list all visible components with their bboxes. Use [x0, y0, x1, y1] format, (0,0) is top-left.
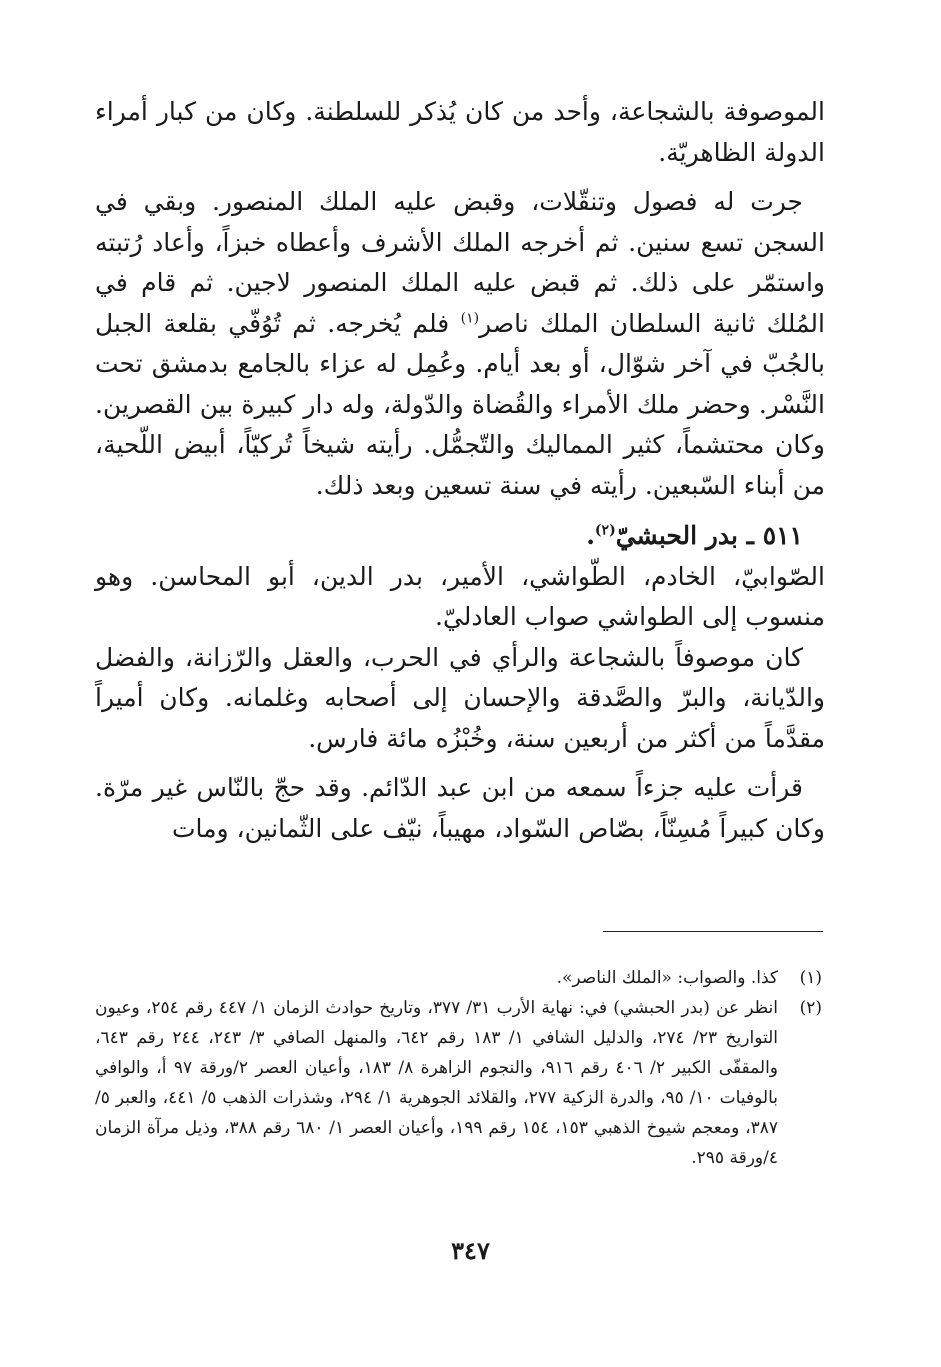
paragraph-3 — [95, 557, 825, 638]
footnote-text: كذا. والصواب: «الملك الناصر». — [556, 968, 778, 988]
footnote-line: الجوهرية ١/ ٢٩٤، وشذرات الذهب ٥/ ٤٤١، والعبر ٥/ ٣٨٧، ومعجم شيوخ الذهبي — [95, 1088, 778, 1138]
footnote-line: ٣/ ٢٤٣، ٢٤٤ رقم ٦٤٣، والمقفّى الكبير ٢/ ٤٠٦ رقم ٩١٦، والنجوم الزاهرة ٨/ ١٨٣، — [95, 1028, 779, 1078]
text-line: الدولة الظاهريّة. — [658, 137, 825, 167]
text-line: والدّيانة، والبرّ والصَّدقة والإحسان إلى أصحابه وغلمانه. وكان أميراً مقدَّماً — [95, 683, 825, 753]
paragraph-2 — [95, 182, 825, 506]
text-line: كان موصوفاً بالشجاعة والرأي في الحرب، والعقل والرّزانة، والفضل — [95, 642, 803, 672]
entry-name: بدر الحبشيّ — [615, 521, 738, 550]
footnotes — [95, 963, 822, 1173]
footnote-text — [95, 993, 778, 1173]
footnote-line: ٢٥٤، وعيون التواريخ ٢٣/ ٢٧٤، والدليل الشافي ١/ ١٨٣ رقم ٦٤٢، والمنهل الصافي — [95, 998, 779, 1048]
text-line: السجن تسع سنين. ثم أخرجه الملك الأشرف وأعطاه خبزاً، وأعاد رُتبته — [95, 227, 825, 257]
text-line: ملك الأمراء والقُضاة والدّولة، وله دار كبيرة بين القصرين. وكان محتشماً، — [95, 389, 825, 459]
text-line: واستمّر على ذلك. ثم قبض عليه الملك المنصور لاجين. ثم قام في المُلك — [95, 268, 825, 338]
text-line: فلم يُخرجه. ثم تُوُفّي بقلعة الجبل بالجُبّ في — [95, 308, 825, 378]
entry-heading-end: . — [586, 521, 595, 550]
main-text — [95, 92, 825, 849]
footnote-line: انظر عن (بدر الحبشي) في: نهاية الأرب ٣١/ ٣٧٧، وتاريخ حوادث الزمان ١/ ٤٤٧ رقم — [184, 998, 779, 1018]
text-line: كثير المماليك والتّجمُّل. رأيته شيخاً تُركيّاً، أبيض اللّحية، من أبناء السّبعين. — [95, 430, 825, 500]
footnote-line: وأعيان العصر ٢/ورقة ٩٧ أ، والوافي بالوفيات ١٠/ ٩٥، والدرة الزكية ٢٧٧، والقلائد — [95, 1058, 778, 1108]
entry-heading — [95, 516, 825, 557]
text-line: منسوب إلى الطواشي صواب العادليّ. — [435, 602, 825, 631]
text-line: وكان كبيراً مُسِنّاً، بصّاص السّواد، مهيباً، نيّف على الثّمانين، ومات — [171, 813, 825, 843]
footnote-number: (١) — [799, 968, 822, 988]
text-line: آخر شوّال، أو بعد أيام. وعُمِل له عزاء بالجامع بدمشق تحت النَّسْر. وحضر — [95, 349, 825, 419]
entry-number: ٥١١ ـ — [746, 521, 803, 550]
footnote-line: ١٥٣، ١٥٤ رقم ١٩٩، وأعيان العصر ١/ ٦٨٠ رقم ٣٨٨، وذيل مرآة الزمان ٤/ورقة — [95, 1118, 778, 1168]
text-line: قرأت عليه جزءاً سمعه من ابن عبد الدّائم. وقد حجّ بالنّاس غير مرّة. — [95, 773, 803, 802]
footnote-divider — [603, 931, 823, 932]
text-line: ثانية السلطان الملك ناصر — [479, 308, 756, 338]
footnote-1 — [95, 963, 822, 993]
paragraph-1 — [95, 92, 825, 173]
text-line: جرت له فصول وتنقّلات، وقبض عليه الملك المنصور. وبقي في — [95, 187, 803, 216]
page-number: ٣٤٧ — [451, 1236, 490, 1265]
footnote-number: (٢) — [799, 998, 822, 1018]
paragraph-5 — [95, 768, 825, 849]
footnote-2 — [95, 993, 822, 1173]
text-line: الموصوفة بالشجاعة، وأحد من كان يُذكر للسلطنة. وكان من كبار أمراء — [95, 97, 825, 126]
footnote-ref-1: (١) — [460, 310, 480, 327]
footnote-line: ٢٩٥. — [691, 1148, 725, 1168]
footnote-ref-2: (٢) — [594, 522, 616, 539]
text-line: رأيته في سنة تسعين وبعد ذلك. — [315, 470, 637, 500]
text-line: من أكثر من أربعين سنة، وخُبْزُه مائة فارس. — [308, 723, 757, 753]
text-line: الصّوابيّ، الخادم، الطّواشي، الأمير، بدر الدين، أبو المحاسن. وهو — [95, 561, 825, 591]
paragraph-4 — [95, 638, 825, 760]
